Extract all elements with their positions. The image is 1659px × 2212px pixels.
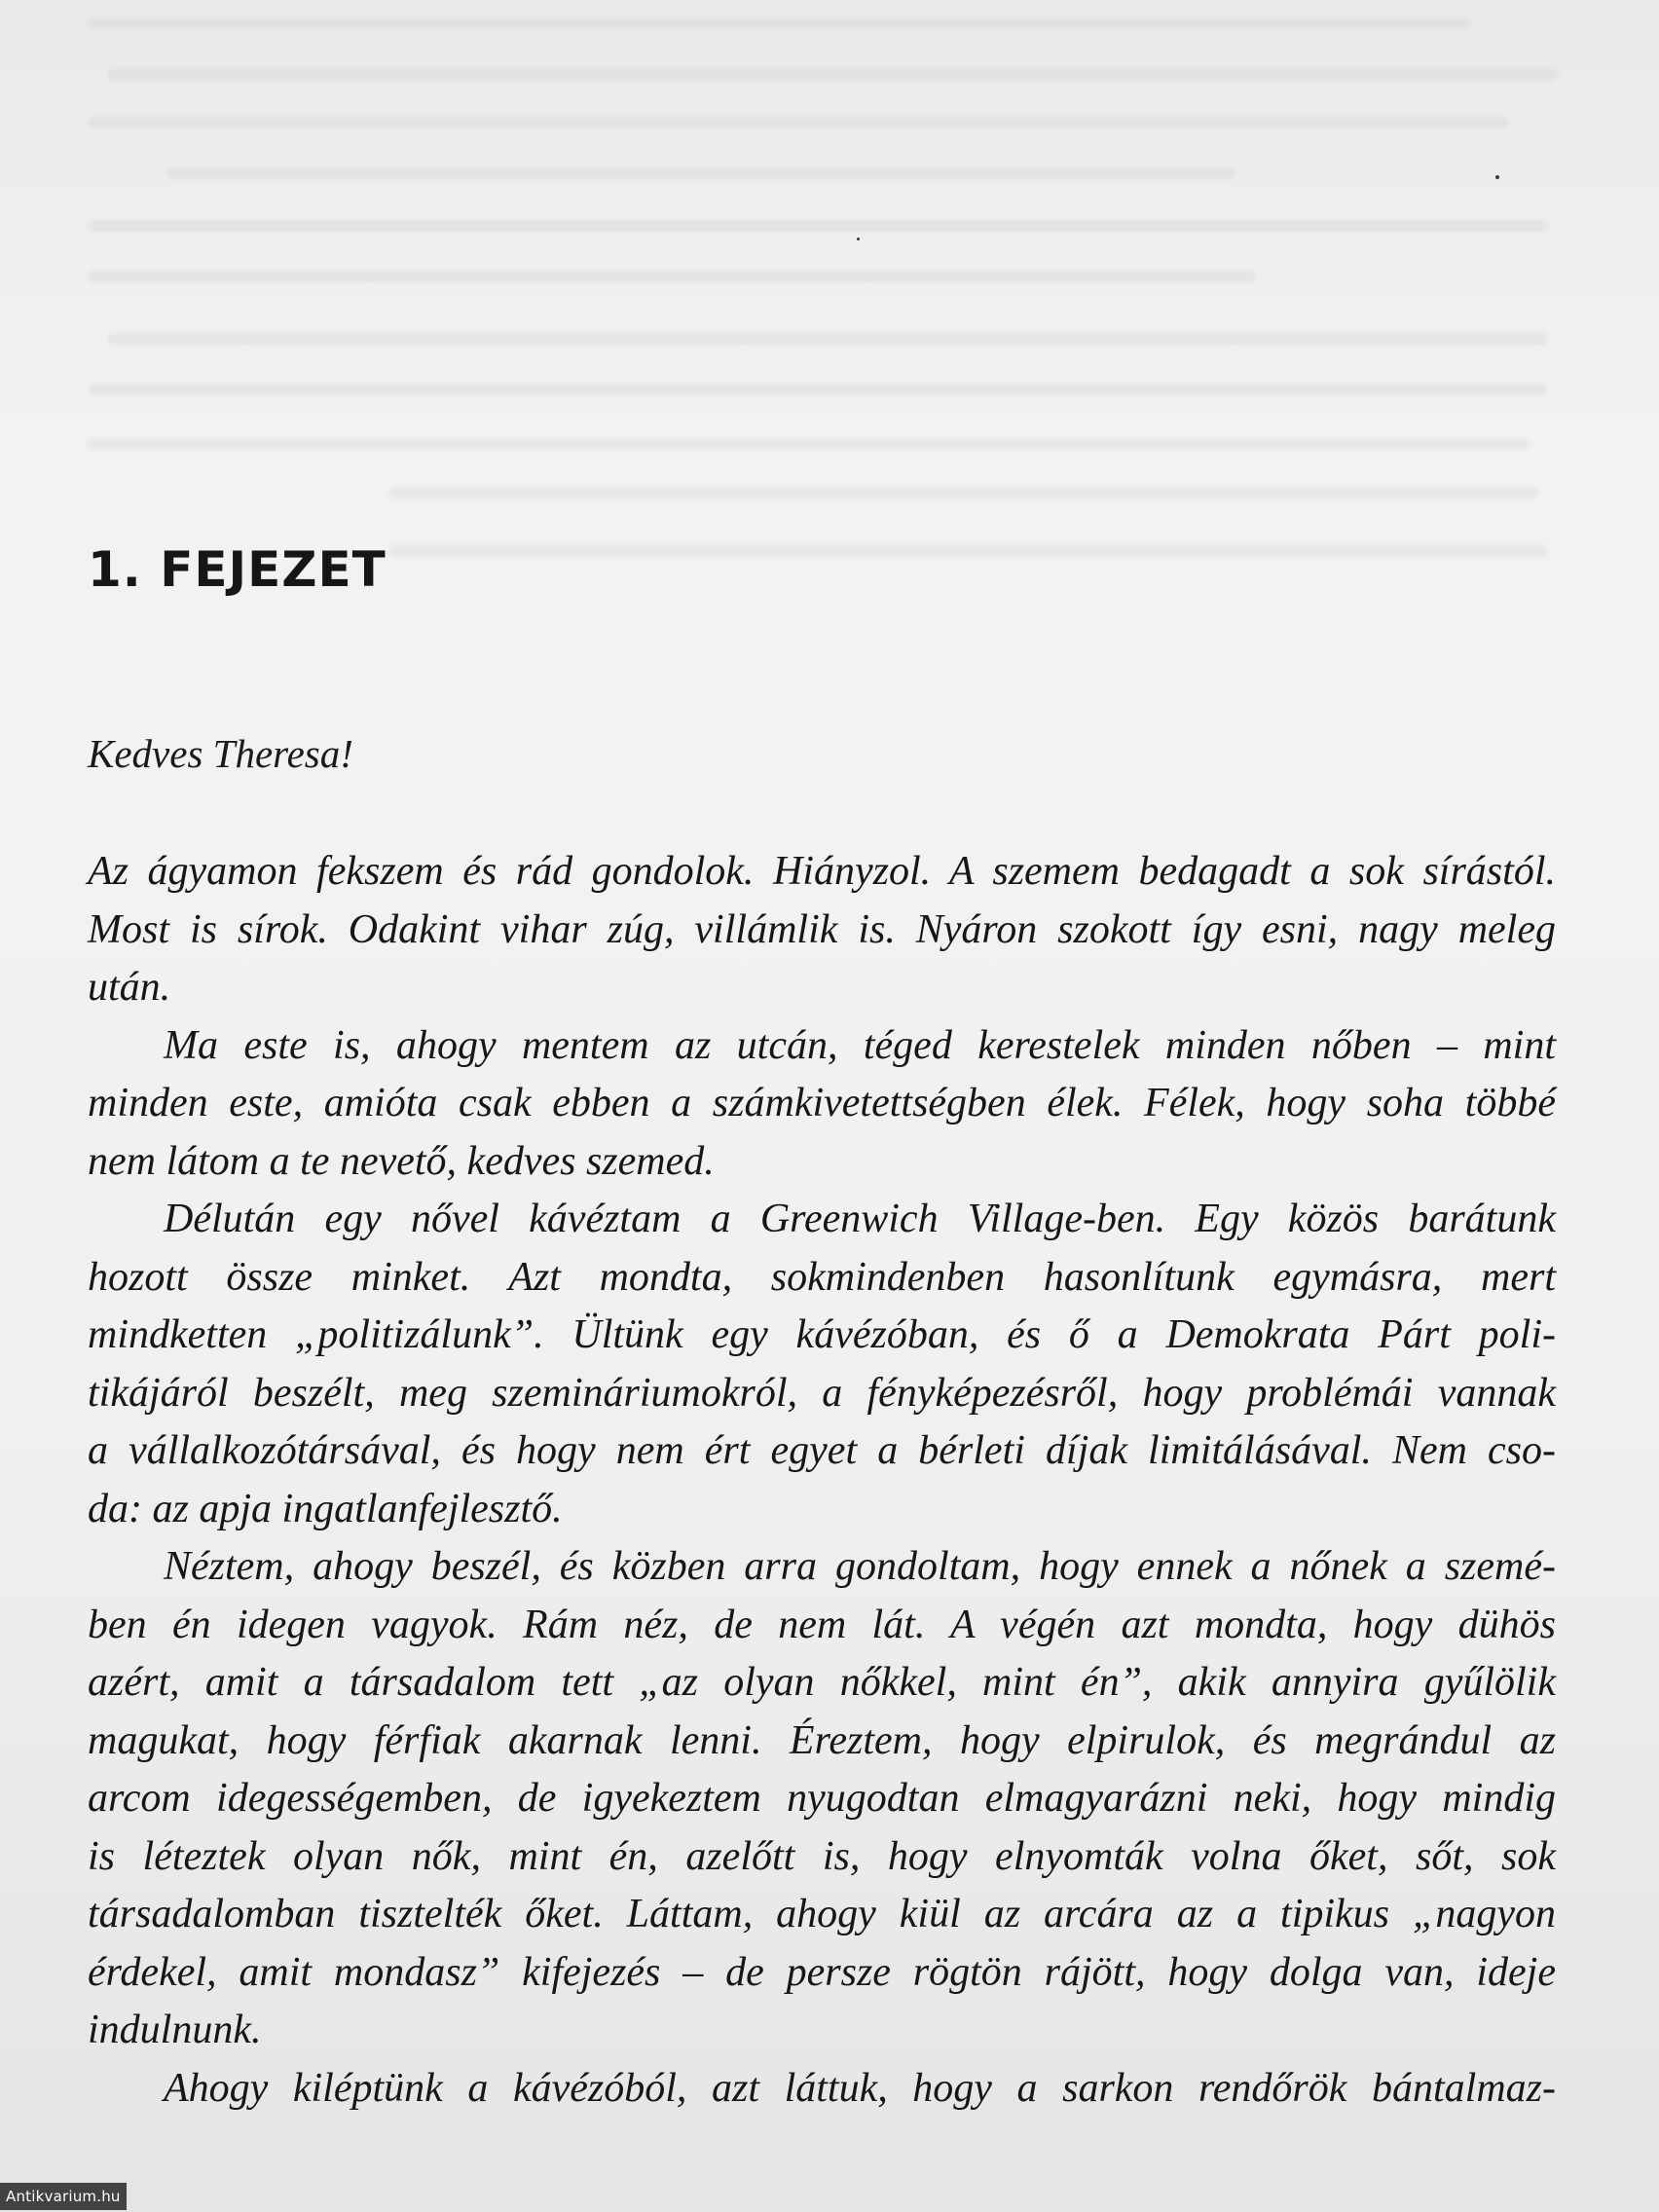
letter-salutation: Kedves Theresa! [88,731,353,776]
letter-line: minden este, amióta csak ebben a számkivetettségben élek. Félek, hogy soha többé [88,1081,1556,1125]
letter-line: magukat, hogy férfiak akarnak lenni. Éreztem, hogy elpirulok, és megrándul az [88,1717,1556,1763]
show-through-line [389,545,1548,557]
letter-line: után. [88,965,171,1010]
letter-line: mindketten „politizálunk”. Ültünk egy kávézóban, és ő a Demokrata Párt poli- [88,1312,1556,1357]
letter-paragraph [88,2060,1556,2119]
show-through-line [166,167,1236,179]
show-through-line [88,220,1548,232]
speck-mark [1495,175,1499,179]
show-through-line [88,384,1548,395]
letter-paragraph [88,1191,1556,1538]
letter-line: társadalomban tisztelték őket. Láttam, ahogy kiül az arcára az a tipikus „nagyon [88,1892,1556,1936]
letter-line: a vállalkozótársával, és hogy nem ért egyet a bérleti díjak limitálásával. Nem cso- [88,1428,1556,1473]
letter-line: azért, amit a társadalom tett „az olyan nőkkel, mint én”, akik annyira gyűlölik [88,1660,1556,1705]
site-watermark: Antikvarium.hu [0,2183,127,2210]
show-through-background [0,0,1659,604]
letter-line: indulnunk. [88,2008,262,2052]
letter-line: is léteztek olyan nők, mint én, azelőtt is, hogy elnyomták volna őket, sőt, sok [88,1833,1556,1879]
letter-line: Ma este is, ahogy mentem az utcán, téged kerestelek minden nőben – mint [164,1022,1556,1068]
chapter-title: 1. FEJEZET [88,541,387,598]
letter-line: nem látom a te nevető, kedves szemed. [88,1138,715,1184]
letter-line: tikájáról beszélt, meg szemináriumokról, a fényképezésről, hogy problémái vannak [88,1370,1556,1416]
letter-line: arcom idegességemben, de igyekeztem nyugodtan elmagyarázni neki, hogy mindig [88,1776,1556,1821]
letter-paragraph [88,843,1556,1017]
letter-paragraph [88,1538,1556,2060]
letter-line: érdekel, amit mondasz” kifejezés – de persze rögtön rájött, hogy dolga van, ideje [88,1949,1556,1995]
letter-line: Most is sírok. Odakint vihar zúg, villámlik is. Nyáron szokott így esni, nagy meleg [88,906,1556,952]
letter-body [88,843,1556,2118]
show-through-line [88,271,1256,282]
show-through-line [88,18,1470,29]
letter-line: hozott össze minket. Azt mondta, sokmindenben hasonlítunk egymásra, mert [88,1254,1556,1300]
letter-paragraph [88,1017,1556,1192]
letter-line: Ahogy kiléptünk a kávézóból, azt láttuk, hogy a sarkon rendőrök bántalmaz- [164,2065,1556,2111]
show-through-line [88,438,1529,450]
letter-line: ben én idegen vagyok. Rám néz, de nem lát. A végén azt mondta, hogy dühös [88,1602,1556,1647]
show-through-line [107,333,1548,345]
letter-line: Délután egy nővel kávéztam a Greenwich Village-ben. Egy közös barátunk [164,1197,1556,1241]
letter-line: da: az apja ingatlanfejlesztő. [88,1486,563,1531]
letter-line: Néztem, ahogy beszél, és közben arra gondoltam, hogy ennek a nőnek a szemé- [164,1544,1556,1589]
speck-mark [857,238,860,240]
show-through-line [88,117,1509,129]
show-through-line [389,487,1538,498]
letter-line: Az ágyamon fekszem és rád gondolok. Hiányzol. A szemem bedagadt a sok sírástól. [88,849,1556,894]
show-through-line [107,68,1558,80]
